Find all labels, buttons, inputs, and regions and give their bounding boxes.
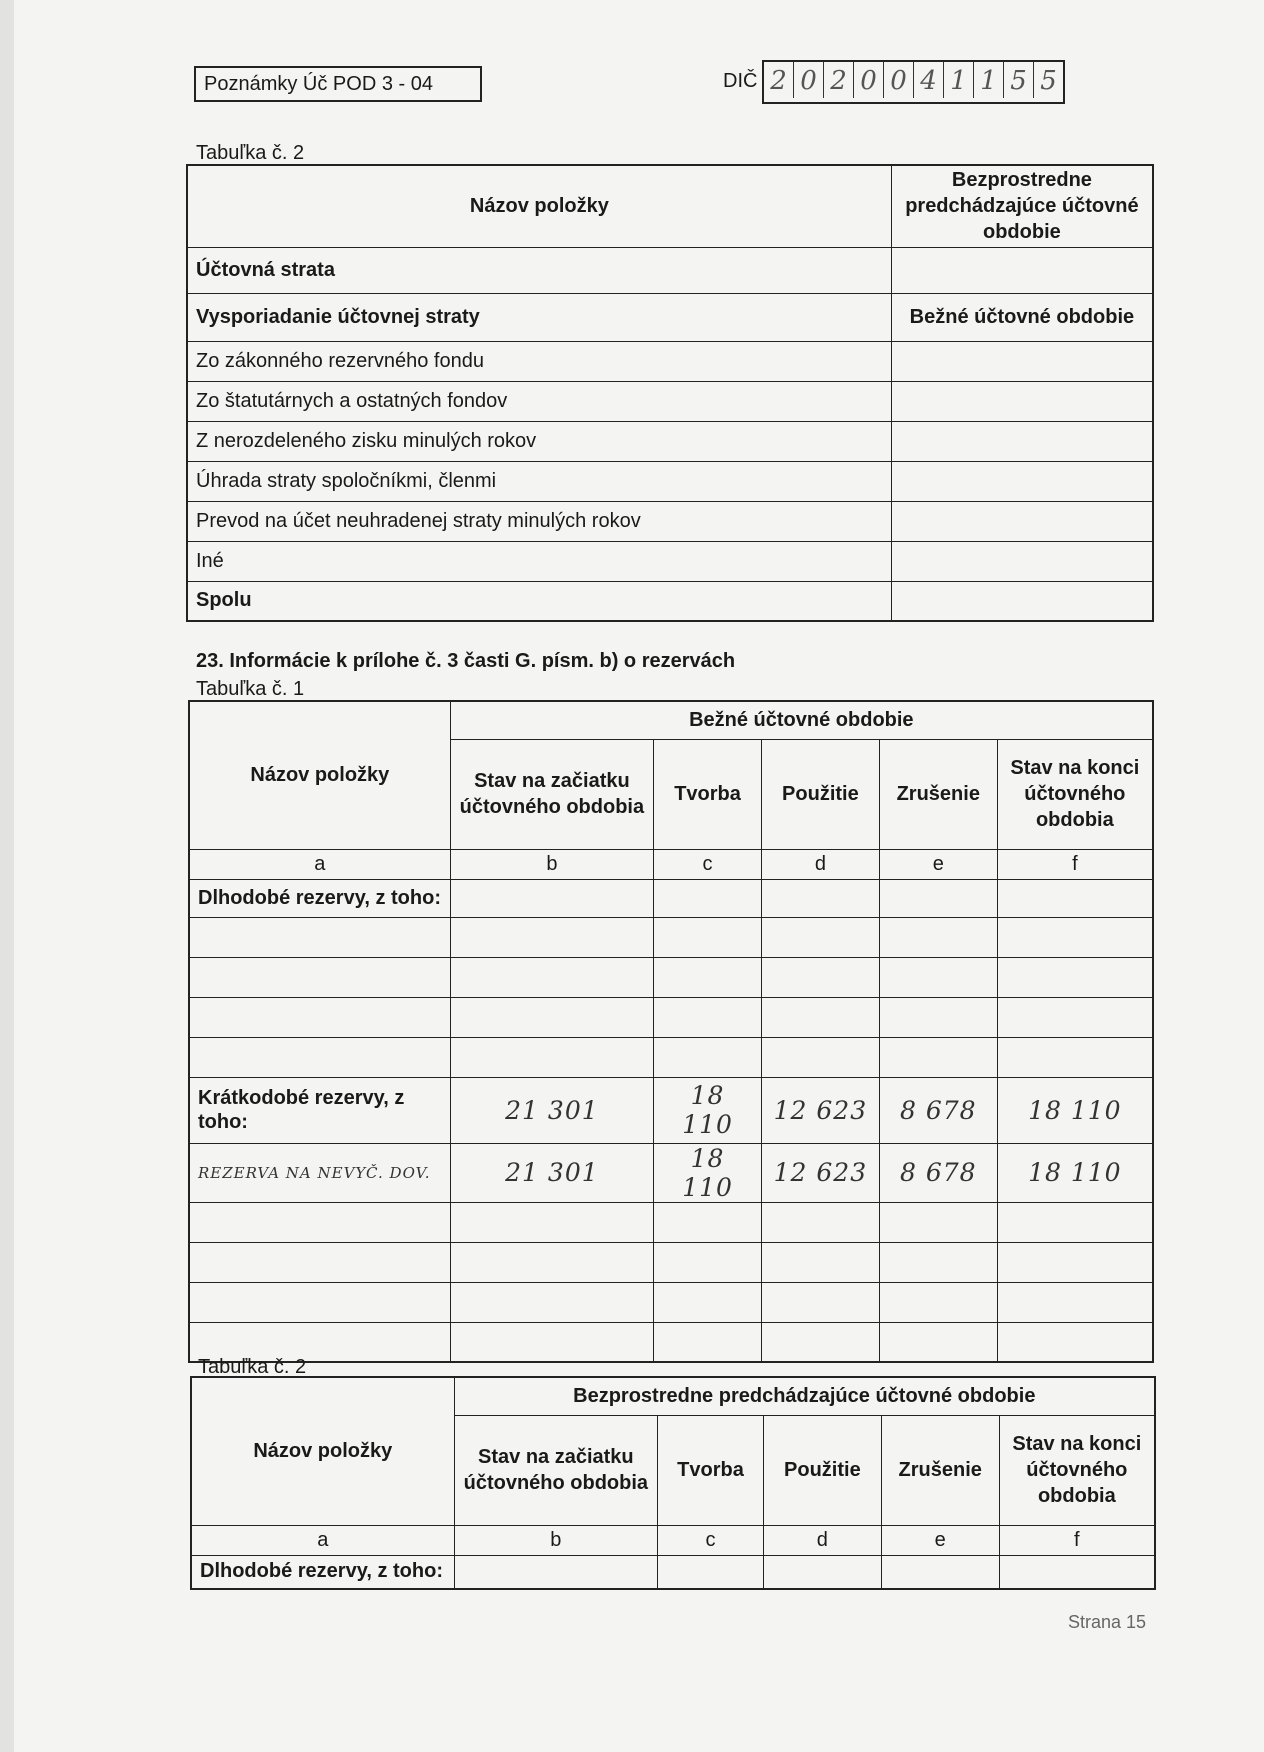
cell-empty bbox=[761, 1037, 879, 1077]
table-row: Úhrada straty spoločníkmi, členmi bbox=[187, 461, 891, 501]
cell-empty bbox=[997, 957, 1153, 997]
col-header-d: Použitie bbox=[763, 1415, 881, 1525]
dic-digit: 0 bbox=[884, 62, 914, 98]
cell-empty bbox=[891, 461, 1153, 501]
group-header-previous: Bezprostredne predchádzajúce účtovné obdobie bbox=[454, 1377, 1155, 1415]
cell-empty bbox=[761, 1202, 879, 1242]
col-header-c: Tvorba bbox=[658, 1415, 764, 1525]
cell-empty bbox=[450, 917, 653, 957]
short-term-value-c: 18 110 bbox=[654, 1077, 762, 1143]
cell-empty bbox=[761, 879, 879, 917]
col-header-e: Zrušenie bbox=[881, 1415, 999, 1525]
cell-empty bbox=[997, 1202, 1153, 1242]
cell-empty bbox=[997, 997, 1153, 1037]
vacation-value-f: 18 110 bbox=[997, 1143, 1153, 1202]
cell-empty bbox=[450, 957, 653, 997]
cell-empty bbox=[450, 997, 653, 1037]
table-row: Zo zákonného rezervného fondu bbox=[187, 341, 891, 381]
table-top-caption: Tabuľka č. 2 bbox=[196, 142, 305, 164]
table-row bbox=[189, 997, 450, 1037]
dic-digit: 1 bbox=[944, 62, 974, 98]
dic-digit: 0 bbox=[854, 62, 884, 98]
letter-d: d bbox=[761, 849, 879, 879]
cell-empty bbox=[761, 1242, 879, 1282]
cell-empty bbox=[763, 1555, 881, 1589]
col-header-name: Názov položky bbox=[189, 701, 450, 849]
table-row: Z nerozdeleného zisku minulých rokov bbox=[187, 421, 891, 461]
col-header-name: Názov položky bbox=[191, 1377, 454, 1525]
cell-empty bbox=[654, 997, 762, 1037]
letter-e: e bbox=[881, 1525, 999, 1555]
cell-empty bbox=[654, 1037, 762, 1077]
cell-empty bbox=[879, 1322, 997, 1362]
col-header-f: Stav na konci účtovného obdobia bbox=[999, 1415, 1155, 1525]
col-header-c: Tvorba bbox=[654, 739, 762, 849]
page-left-edge bbox=[0, 0, 14, 1752]
dic-digit: 2 bbox=[824, 62, 854, 98]
cell-empty bbox=[761, 957, 879, 997]
cell-empty bbox=[891, 341, 1153, 381]
col-header-b: Stav na začiatku účtovného obdobia bbox=[454, 1415, 657, 1525]
short-term-value-f: 18 110 bbox=[997, 1077, 1153, 1143]
short-term-value-b: 21 301 bbox=[450, 1077, 653, 1143]
letter-a: a bbox=[189, 849, 450, 879]
cell-empty bbox=[997, 1322, 1153, 1362]
cell-empty bbox=[454, 1555, 657, 1589]
dic-digit: 4 bbox=[914, 62, 944, 98]
cell-empty bbox=[450, 1037, 653, 1077]
cell-empty bbox=[999, 1555, 1155, 1589]
dic-digit: 5 bbox=[1004, 62, 1034, 98]
reserves-previous-table bbox=[190, 1376, 1156, 1590]
cell-empty bbox=[879, 1037, 997, 1077]
cell-empty bbox=[881, 1555, 999, 1589]
cell-empty bbox=[997, 917, 1153, 957]
cell-empty bbox=[891, 581, 1153, 621]
table-row: Iné bbox=[187, 541, 891, 581]
table-bottom-caption: Tabuľka č. 2 bbox=[198, 1356, 307, 1378]
cell-empty bbox=[654, 1322, 762, 1362]
cell-empty bbox=[879, 1282, 997, 1322]
cell-empty bbox=[450, 1202, 653, 1242]
cell-empty bbox=[891, 501, 1153, 541]
dic-digit: 1 bbox=[974, 62, 1004, 98]
cell-empty bbox=[761, 1282, 879, 1322]
cell-empty bbox=[997, 1282, 1153, 1322]
cell-empty bbox=[997, 1242, 1153, 1282]
cell-empty bbox=[891, 421, 1153, 461]
cell-empty bbox=[761, 1322, 879, 1362]
cell-empty bbox=[997, 1037, 1153, 1077]
cell-empty bbox=[879, 879, 997, 917]
table-row bbox=[189, 1037, 450, 1077]
cell-empty bbox=[450, 1322, 653, 1362]
cell-empty bbox=[450, 1242, 653, 1282]
row-total: Spolu bbox=[187, 581, 891, 621]
cell-empty bbox=[997, 879, 1153, 917]
cell-empty bbox=[879, 997, 997, 1037]
section-23-caption: Tabuľka č. 1 bbox=[196, 678, 305, 700]
cell-empty bbox=[879, 957, 997, 997]
reserves-current-table bbox=[188, 700, 1154, 1363]
letter-e: e bbox=[879, 849, 997, 879]
table-row bbox=[189, 957, 450, 997]
row-vacation-reserve: REZERVA NA NEVYČ. DOV. bbox=[189, 1143, 450, 1202]
cell-empty bbox=[761, 997, 879, 1037]
group-header-current: Bežné účtovné obdobie bbox=[450, 701, 1153, 739]
cell-empty bbox=[450, 879, 653, 917]
notes-header: Poznámky Úč POD 3 - 04 bbox=[194, 66, 482, 102]
dic-boxes bbox=[762, 60, 1065, 104]
table-row bbox=[189, 1242, 450, 1282]
table-row bbox=[189, 1282, 450, 1322]
col-header-e: Zrušenie bbox=[879, 739, 997, 849]
cell-empty bbox=[879, 1202, 997, 1242]
cell-empty bbox=[654, 1202, 762, 1242]
col-header-name: Názov položky bbox=[187, 165, 891, 247]
col-header-d: Použitie bbox=[761, 739, 879, 849]
letter-f: f bbox=[997, 849, 1153, 879]
cell-empty bbox=[658, 1555, 764, 1589]
cell-empty bbox=[891, 541, 1153, 581]
row-long-term: Dlhodobé rezervy, z toho: bbox=[191, 1555, 454, 1589]
cell-empty bbox=[879, 1242, 997, 1282]
table-row bbox=[189, 1202, 450, 1242]
cell-empty bbox=[654, 879, 762, 917]
letter-b: b bbox=[454, 1525, 657, 1555]
cell-empty bbox=[879, 917, 997, 957]
letter-c: c bbox=[654, 849, 762, 879]
vacation-value-e: 8 678 bbox=[879, 1143, 997, 1202]
dic-label: DIČ bbox=[723, 70, 758, 92]
cell-empty bbox=[891, 247, 1153, 293]
page-number: Strana 15 bbox=[1068, 1612, 1147, 1632]
cell-empty bbox=[654, 1242, 762, 1282]
dic-digit: 0 bbox=[794, 62, 824, 98]
dic-digit: 2 bbox=[764, 62, 794, 98]
letter-b: b bbox=[450, 849, 653, 879]
letter-d: d bbox=[763, 1525, 881, 1555]
loss-settlement-table bbox=[186, 164, 1154, 622]
letter-a: a bbox=[191, 1525, 454, 1555]
col-header-b: Stav na začiatku účtovného obdobia bbox=[450, 739, 653, 849]
col-header-f: Stav na konci účtovného obdobia bbox=[997, 739, 1153, 849]
table-row: Zo štatutárnych a ostatných fondov bbox=[187, 381, 891, 421]
cell-empty bbox=[654, 957, 762, 997]
row-settlement: Vysporiadanie účtovnej straty bbox=[187, 293, 891, 341]
table-row bbox=[189, 917, 450, 957]
section-23-title: 23. Informácie k prílohe č. 3 časti G. písm. b) o rezervách bbox=[196, 650, 736, 672]
cell-empty bbox=[891, 381, 1153, 421]
dic-digit: 5 bbox=[1040, 66, 1057, 96]
short-term-value-d: 12 623 bbox=[761, 1077, 879, 1143]
row-accounting-loss: Účtovná strata bbox=[187, 247, 891, 293]
short-term-value-e: 8 678 bbox=[879, 1077, 997, 1143]
cell-empty bbox=[450, 1282, 653, 1322]
letter-f: f bbox=[999, 1525, 1155, 1555]
letter-c: c bbox=[658, 1525, 764, 1555]
table-row: Prevod na účet neuhradenej straty minulých rokov bbox=[187, 501, 891, 541]
vacation-value-c: 18 110 bbox=[654, 1143, 762, 1202]
cell-empty bbox=[654, 917, 762, 957]
row-long-term: Dlhodobé rezervy, z toho: bbox=[189, 879, 450, 917]
col-header-current: Bežné účtovné obdobie bbox=[891, 293, 1153, 341]
cell-empty bbox=[761, 917, 879, 957]
row-short-term: Krátkodobé rezervy, z toho: bbox=[189, 1077, 450, 1143]
vacation-value-b: 21 301 bbox=[450, 1143, 653, 1202]
vacation-value-d: 12 623 bbox=[761, 1143, 879, 1202]
col-header-previous: Bezprostredne predchádzajúce účtovné obdobie bbox=[891, 165, 1153, 247]
cell-empty bbox=[654, 1282, 762, 1322]
